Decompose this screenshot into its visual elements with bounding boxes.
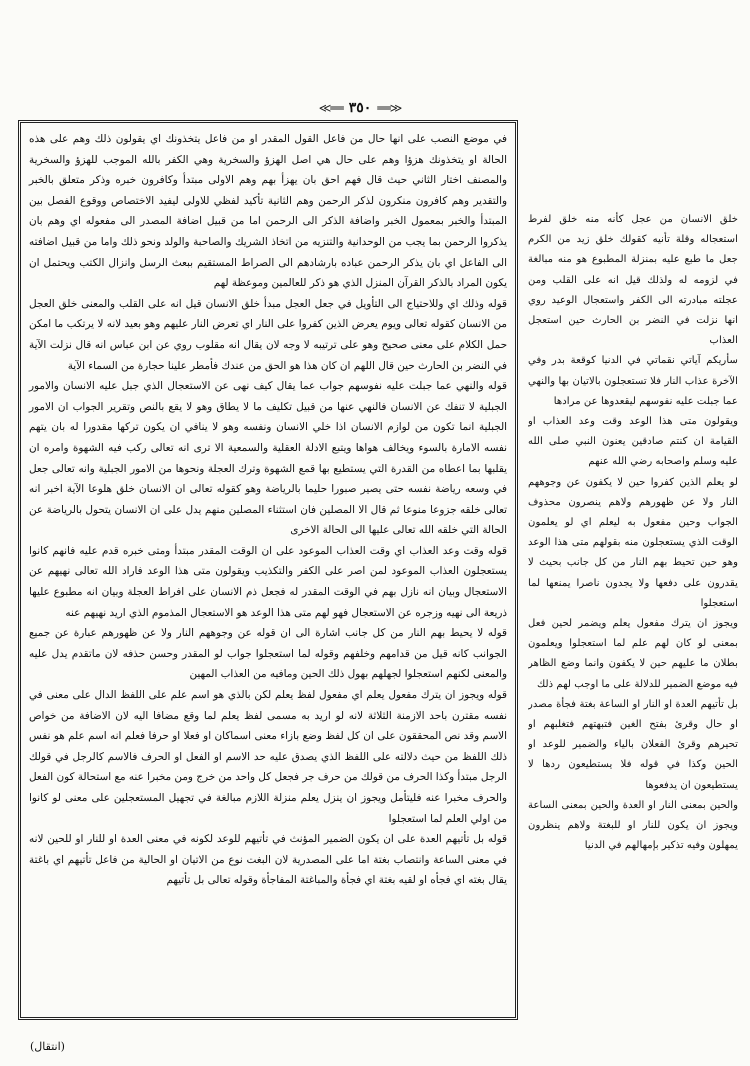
main-paragraph: قوله والنهي عما جبلت عليه نفوسهم جواب عما يقال كيف نهى عن الاستعجال الذي جبل عليه الانسان والامور الجبلية لا تنفك عن الانسان فالنهي عنها من قبيل تكليف ما لا يطاق وهو لا يقع بالنص وتقرير الجواب ان الامور الجبلية انما تكون من لوازم الانسان اذا خلي الانسان ونفسه وهو لا ينافي ان يكون تركها مقدورا له بان يتهم نفسه الامارة بالسوء ويخالف هواها ويتبع الادلة العقلية والسمعية الا ترى انه تعالى ركب فيه الشهوة وامره ان يقلبها بما اعطاه من القدرة التي يستطيع بها قمع الشهوة وترك العجلة ونحوها من الامور الجبلية وانه تعالى جعل في وسعه رياضة نفسه حتى يصير صبورا حليما بالرياضة وهو كقوله تعالى ان الانسان خلق هلوعا الآية اخبر انه تعالى خلقه جزوعا منوعا ثم قال الا المصلين فان استثناء المصلين منهم يدل على ان الانسان يتحول بالرياضة عن الحالة التي خلقه الله تعالى عليها الى الحالة الاخرى <box>29 380 507 537</box>
margin-paragraph: ويقولون متى هذا الوعد وقت وعد العذاب او القيامة ان كنتم صادقين يعنون النبي صلى الله عليه وسلم واصحابه رضي الله عنهم <box>528 416 738 468</box>
margin-paragraph: لو يعلم الذين كفروا حين لا يكفون عن وجوههم النار ولا عن ظهورهم ولاهم ينصرون محذوف الجواب وحين مفعول به ليعلم اي لو يعلمون الوقت الذي يستعجلون منه بقولهم متى هذا الوعد وهو حين تحيط بهم النار من كل جانب بحيث لا يقدرون على دفعها ولا يجدون ناصرا يمنعها لما استعجلوا <box>528 476 738 609</box>
page-number: ٣٥٠ <box>348 100 372 116</box>
main-paragraph: قوله لا يحيط بهم النار من كل جانب اشارة الى ان قوله عن وجوههم النار ولا عن ظهورهم عبارة عن جميع الجوانب كانه قيل من قدامهم وخلفهم وقوله لما استعجلوا جواب لو المقدر وحسن حذفه لان ماتقدم يدل عليه والمعنى لكنهم استعجلوا لجهلهم بهول ذلك الحين ومافيه من العذاب المهين <box>29 627 507 681</box>
main-paragraph: قوله وذلك اي وللاحتياج الى التأويل في جعل العجل مبدأ خلق الانسان قيل انه على القلب والمعنى خلق العجل من الانسان كقوله تعالى ويوم يعرض الذين كفروا على النار اي تعرض النار عليهم وهو بعيد لانه لا يرتكب ما امكن حمل الكلام على معنى صحيح وهو على ترتيبه لا وجه لان يقال انه مقلوب روي عن ابن عباس انه قال نزلت الآية في النضر بن الحارث حين قال اللهم ان كان هذا هو الحق من عندك فأمطر علينا حجارة من السماء الآية <box>29 297 507 372</box>
margin-paragraph: والحين بمعنى النار او العدة والحين بمعنى الساعة ويجوز ان يكون للنار او للبغتة ولاهم ينظرون يمهلون وفيه تذكير بإمهالهم في الدنيا <box>528 799 738 852</box>
ornament-right: ══≫ <box>377 101 402 115</box>
margin-paragraph: ويجوز ان يترك مفعول يعلم ويضمر لحين فعل بمعنى لو كان لهم علم لما استعجلوا ويعلمون بطلان ما عليهم حين لا يكفون وانما وضع الظاهر فيه موضع الضمير للدلالة على ما اوجب لهم ذلك <box>528 618 738 690</box>
margin-commentary <box>528 210 738 890</box>
main-paragraph: في موضع النصب على انها حال من فاعل القول المقدر او من فاعل يتخذونك اي يقولون ذلك وهم على هذه الحالة او يتخذونك هزؤا وهم على حال هي اصل الهزؤ والسخرية وهي الكفر بالله الموجب للهزؤ والسخرية والمصنف اختار الثاني حيث قال فهم احق بان يهزأ بهم وهم الاولى مبتدأ وكافرون خبره وذكر متعلق بالخبر والتقدير وهم كافرون منكرون لذكر الرحمن وهم الثانية تأكيد لفظي للاولى ليفيد الاختصاص ووقوع الفصل بين المبتدأ والخبر بمعمول الخبر واضافة الذكر الى الرحمن اما من قبيل اضافة المصدر الى مفعوله اي وهم بان يذكروا الرحمن بما يجب من الوحدانية والتنزيه من اتخاذ الشريك والصاحبة والولد ونحو ذلك واما من قبيل اضافته الى الفاعل اي بان يذكر الرحمن عباده بارشادهم الى الصراط المستقيم ببعث الرسل وانزال الكتب ويحتمل ان يكون المراد بالذكر القرآن المنزل الذي هو ذكر للعالمين وموعظة لهم <box>29 133 507 290</box>
catchword: (انتقال) <box>30 1040 65 1053</box>
margin-paragraph: بل تأتيهم العدة او النار او الساعة بغتة فجأة مصدر او حال وقرئ بفتح الغين فتبهتهم فتغلبهم او تحيرهم وقرئ الفعلان بالياء والضمير للوعد او الحين وكذا في قوله فلا يستطيعون ردها لا يستطيعون ان يدفعوها <box>528 698 738 791</box>
margin-paragraph: خلق الانسان من عجل كأنه منه خلق لفرط استعجاله وقلة تأنيه كقولك خلق زيد من الكرم جعل ما طبع عليه بمنزلة المطبوع هو منه مبالغة في لزومه له ولذلك قيل انه على القلب ومن عجلته مبادرته الى الكفر واستعجال الوعيد روي انها نزلت في النضر بن الحارث حين استعجل العذاب <box>528 214 738 347</box>
margin-paragraph: سأريكم آياتي نقماتي في الدنيا كوقعة بدر وفي الآخرة عذاب النار فلا تستعجلون بالاتيان بها والنهي عما جبلت عليه نفوسهم ليقعدوها عن مرادها <box>528 355 738 407</box>
main-paragraph: قوله ويجوز ان يترك مفعول يعلم اي مفعول لفظ يعلم لكن بالذي هو اسم علم على اللفظ الدال على معنى في نفسه مقترن باحد الازمنة الثلاثة لانه لو اريد به مسمى لفظ يعلم لما وقع مضافا اليه لان الاضافة من خواص الاسم وقد نص المحققون على ان كل لفظ وضع بازاء معنى اسماكان او فعلا او حرفا فعلم انه اسم علم هو نفس ذلك اللفظ من حيث دلالته على اللفظ الذي يصدق عليه حد الاسم او الفعل او الحرف فالاسم كالرجل في قولك الرجل مبتدأ وكذا الحرف من قولك من حرف جر فجعل كل واحد من خرج ومن مخبرا عنه مع استحالة كون الفعل والحرف مخبرا عنه فليتأمل ويجوز ان ينزل يعلم منزلة اللازم مبالغة في تجهيل المستعجلين على معنى لو كانوا من اولي العلم لما استعجلوا <box>29 689 507 825</box>
page-header <box>205 96 515 120</box>
main-paragraph: قوله وقت وعد العذاب اي وقت العذاب الموعود على ان الوقت المقدر مبتدأ ومتى خبره قدم عليه فانهم كانوا يستعجلون العذاب الموعود لمن اصر على الكفر والتكذيب ويقولون متى هذا الوعد فاراد الله تعالى نهيهم عن الاستعجال وبيان انه نازل بهم في الوقت المقدر له فجعل ذم الانسان على افراط العجلة وبيان انه مطبوع عليها ذريعة الى نهيه وزجره عن الاستعجال فهو لهم متى هذا الوعد هو الاستعجال المذموم الذي اريد نهيهم عنه <box>29 544 507 619</box>
ornament-left: ≪══ <box>318 101 343 115</box>
main-paragraph: قوله بل تأتيهم العدة على ان يكون الضمير المؤنث في تأتيهم للوعد لكونه في معنى العدة او للنار او للحين لانه في معنى الساعة وانتصاب بغتة اما على المصدرية لان البغت نوع من الاتيان او الحالية من فاعل تأتيهم اي باغتة يقال بغته اي فجأه او لقيه بغتة اي فجأة والمباغتة المفاجأة وقوله تعالى بل تأتيهم <box>29 833 507 887</box>
main-text-block <box>18 120 518 1020</box>
